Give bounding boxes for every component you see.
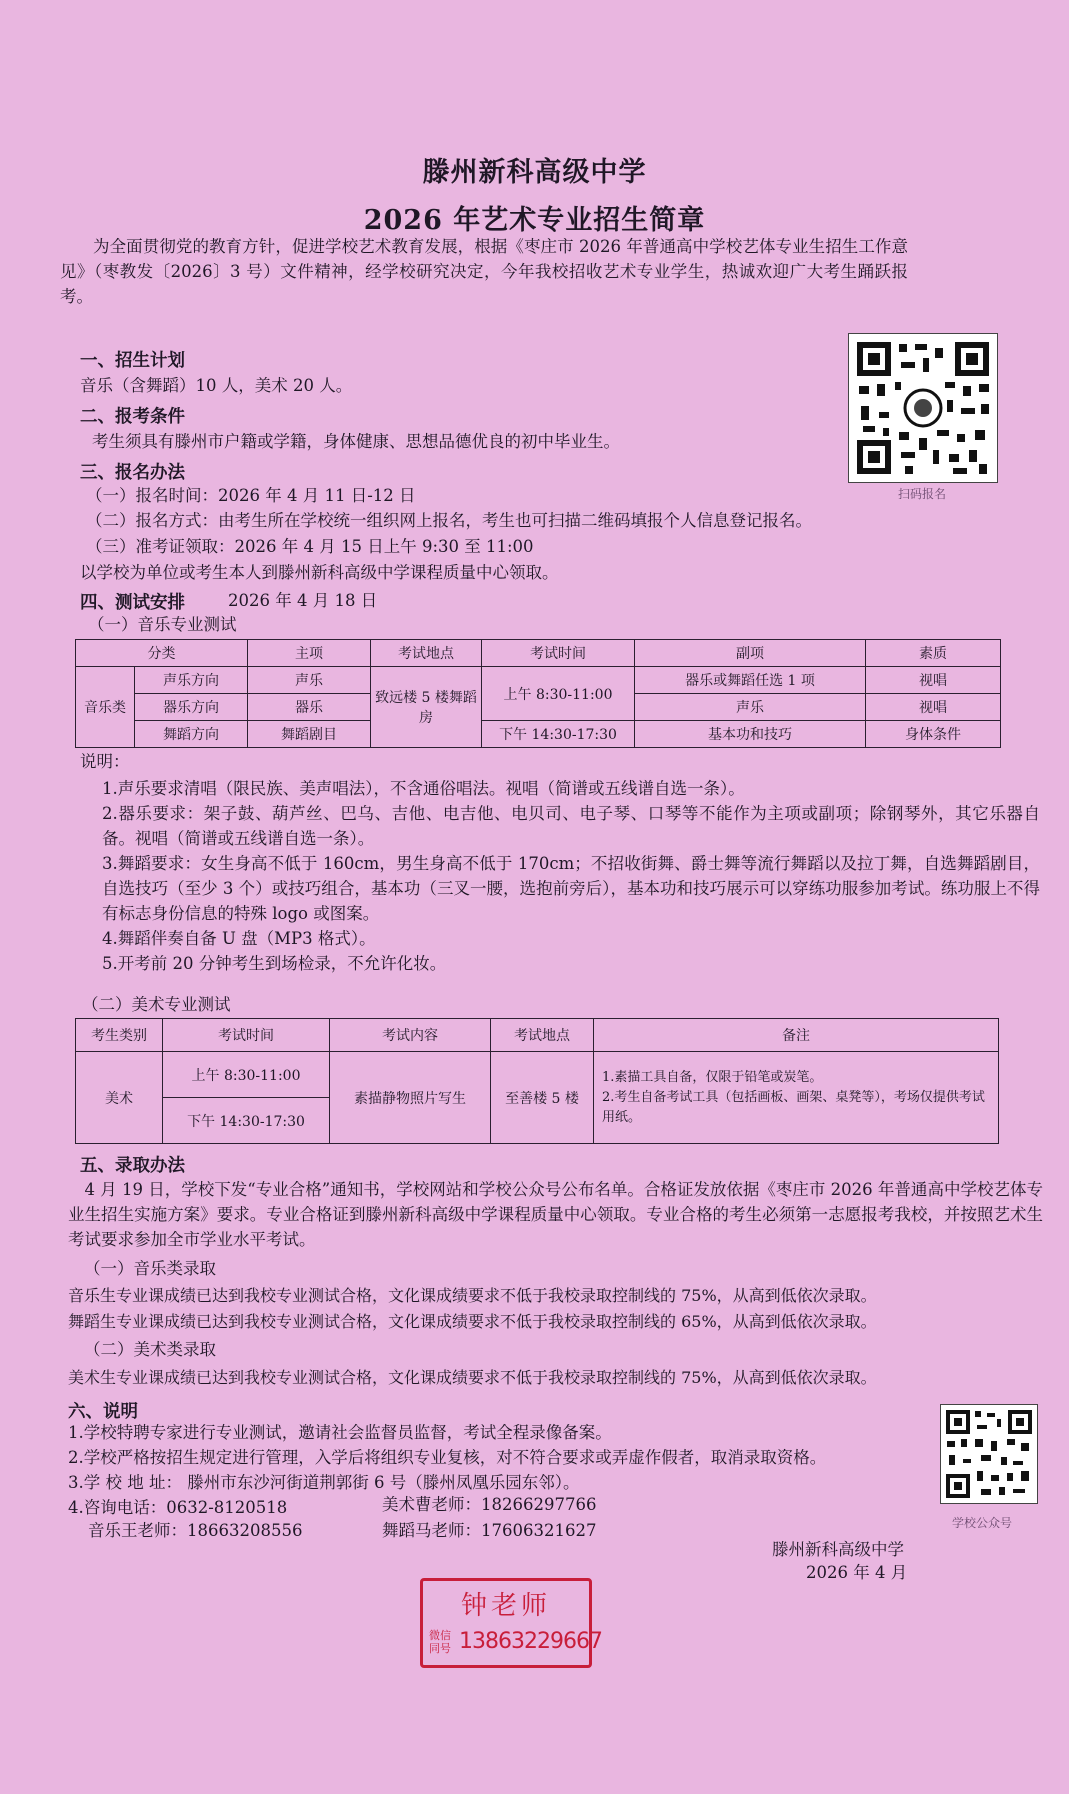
table-cell: 器乐或舞蹈任选 1 项 <box>635 667 866 694</box>
table-cell: 基本功和技巧 <box>635 721 866 748</box>
remark-line: 2.考生自备考试工具（包括画板、画架、桌凳等），考场仅提供考试用纸。 <box>602 1089 985 1125</box>
section-heading: 四、测试安排 <box>80 593 185 613</box>
table-cell: 声乐 <box>635 694 866 721</box>
art-teacher-contact: 美术曹老师：18266297766 <box>382 1495 597 1514</box>
table-cell: 视唱 <box>866 694 1001 721</box>
section-heading: 五、录取办法 <box>80 1156 185 1176</box>
table-cell: 下午 14:30-17:30 <box>482 721 635 748</box>
table-header: 主项 <box>248 640 371 667</box>
table-cell: 致远楼 5 楼舞蹈房 <box>371 667 482 748</box>
art-admission-heading: （二）美术类录取 <box>84 1340 216 1359</box>
table-cell: 上午 8:30-11:00 <box>163 1052 330 1098</box>
table-header: 考试时间 <box>163 1019 330 1052</box>
explanation-line: 2.学校严格按招生规定进行管理，入学后将组织专业复核，对不符合要求或弄虚作假者，取消录取资格。 <box>68 1448 827 1467</box>
stamp-name: 钟老师 <box>460 1591 551 1621</box>
intro-paragraph: 为全面贯彻党的教育方针，促进学校艺术教育发展，根据《枣庄市 2026 年普通高中学校艺体专业生招生工作意见》（枣教发〔2026〕3 号）文件精神，经学校研究决定，今年我校招收艺术专业学生，热诚欢迎广大考生踊跃报考。 <box>60 237 908 306</box>
table-cell: 舞蹈方向 <box>135 721 248 748</box>
dance-admission-text: 舞蹈生专业课成绩已达到我校专业测试合格，文化课成绩要求不低于我校录取控制线的 65%，从高到低依次录取。 <box>68 1312 877 1331</box>
table-header: 备注 <box>594 1019 999 1052</box>
table-cell: 下午 14:30-17:30 <box>163 1098 330 1144</box>
signature-school: 滕州新科高级中学 <box>772 1540 904 1559</box>
table-header: 考试地点 <box>491 1019 594 1052</box>
remark-cell <box>594 1052 999 1144</box>
consult-phone: 4.咨询电话：0632-8120518 <box>68 1498 288 1517</box>
table-cell: 素描静物照片写生 <box>330 1052 491 1144</box>
music-admission-text: 音乐生专业课成绩已达到我校专业测试合格，文化课成绩要求不低于我校录取控制线的 75%，从高到低依次录取。 <box>68 1286 877 1305</box>
school-address: 3.学 校 地 址： 滕州市东沙河街道荆郭街 6 号（滕州凤凰乐园东邻）。 <box>68 1473 580 1492</box>
table-header: 考试地点 <box>371 640 482 667</box>
document-title: 2026 年艺术专业招生简章 <box>363 205 706 236</box>
music-group-cell: 音乐类 <box>76 667 135 748</box>
signup-qr-caption: 扫码报名 <box>898 487 947 501</box>
art-test-heading: （二）美术专业测试 <box>82 995 231 1014</box>
table-cell: 声乐方向 <box>135 667 248 694</box>
note-item: 5.开考前 20 分钟考生到场检录，不允许化妆。 <box>102 954 447 973</box>
registration-time: （一）报名时间：2026 年 4 月 11 日-12 日 <box>86 486 416 505</box>
music-teacher-contact: 音乐王老师：18663208556 <box>88 1521 303 1540</box>
table-header: 分类 <box>76 640 248 667</box>
notes-list <box>80 776 1040 976</box>
table-header: 考生类别 <box>76 1019 163 1052</box>
art-admission-text: 美术生专业课成绩已达到我校专业测试合格，文化课成绩要求不低于我校录取控制线的 75%，从高到低依次录取。 <box>68 1368 877 1387</box>
table-header: 副项 <box>635 640 866 667</box>
table-cell: 身体条件 <box>866 721 1001 748</box>
section-heading: 二、报考条件 <box>80 407 185 427</box>
ticket-collection-place: 以学校为单位或考生本人到滕州新科高级中学课程质量中心领取。 <box>80 563 559 582</box>
section-heading: 三、报名办法 <box>80 463 185 483</box>
note-item: 4.舞蹈伴奏自备 U 盘（MP3 格式）。 <box>102 929 376 948</box>
note-item: 3.舞蹈要求：女生身高不低于 160cm，男生身高不低于 170cm；不招收街舞、爵士舞等流行舞蹈以及拉丁舞，自选舞蹈剧目，自选技巧（至少 3 个）或技巧组合，基本功（三叉一腰，选抱前旁后），基本功和技巧展示可以穿练功服参加考试。练功服上不得有标志身份信息的特殊 logo 或图案。 <box>102 854 1040 923</box>
signature-date: 2026 年 4 月 <box>806 1563 908 1582</box>
music-test-table <box>75 639 1001 748</box>
table-header: 素质 <box>866 640 1001 667</box>
test-date: 2026 年 4 月 18 日 <box>228 591 378 610</box>
note-item: 1.声乐要求清唱（限民族、美声唱法），不含通俗唱法。视唱（简谱或五线谱自选一条）。 <box>102 779 745 798</box>
official-account-caption: 学校公众号 <box>952 1516 1013 1530</box>
ticket-collection: （三）准考证领取：2026 年 4 月 15 日上午 9:30 至 11:00 <box>86 537 534 556</box>
stamp-label: 微信同号 <box>429 1629 451 1655</box>
section-heading: 六、说明 <box>68 1402 138 1422</box>
section-heading: 一、招生计划 <box>80 351 185 371</box>
table-cell: 美术 <box>76 1052 163 1144</box>
signup-qr-code[interactable] <box>848 333 998 483</box>
explanation-line: 1.学校特聘专家进行专业测试，邀请社会监督员监督，考试全程录像备案。 <box>68 1423 612 1442</box>
dance-teacher-contact: 舞蹈马老师：17606321627 <box>382 1521 597 1540</box>
table-cell: 视唱 <box>866 667 1001 694</box>
registration-method: （二）报名方式：由考生所在学校统一组织网上报名，考生也可扫描二维码填报个人信息登记报名。 <box>86 511 812 530</box>
table-cell: 上午 8:30-11:00 <box>482 667 635 721</box>
table-header: 考试时间 <box>482 640 635 667</box>
eligibility-text: 考生须具有滕州市户籍或学籍，身体健康、思想品德优良的初中毕业生。 <box>92 432 620 451</box>
table-header: 考试内容 <box>330 1019 491 1052</box>
table-cell: 声乐 <box>248 667 371 694</box>
school-title: 滕州新科高级中学 <box>422 157 647 188</box>
qr-code-icon <box>849 334 997 482</box>
table-cell: 器乐方向 <box>135 694 248 721</box>
table-cell: 器乐 <box>248 694 371 721</box>
art-test-table <box>75 1018 999 1144</box>
table-cell: 舞蹈剧目 <box>248 721 371 748</box>
table-cell: 至善楼 5 楼 <box>491 1052 594 1144</box>
remark-line: 1.素描工具自备，仅限于铅笔或炭笔。 <box>602 1069 823 1085</box>
notes-label: 说明： <box>80 752 130 771</box>
music-test-heading: （一）音乐专业测试 <box>88 615 237 634</box>
qr-code-icon <box>941 1405 1037 1503</box>
stamp-phone: 13863229667 <box>459 1629 602 1654</box>
teacher-stamp <box>420 1578 602 1668</box>
note-item: 2.器乐要求：架子鼓、葫芦丝、巴乌、吉他、电吉他、电贝司、电子琴、口琴等不能作为主项或副项；除钢琴外，其它乐器自备。视唱（简谱或五线谱自选一条）。 <box>102 804 1040 848</box>
admission-paragraph: 4 月 19 日，学校下发“专业合格”通知书，学校网站和学校公众号公布名单。合格证发放依据《枣庄市 2026 年普通高中学校艺体专业生招生实施方案》要求。专业合格证到滕州新科高级中学课程质量中心领取。专业合格的考生必须第一志愿报考我校，并按照艺术生考试要求参加全市学业水平考试。 <box>68 1180 1043 1249</box>
enrollment-plan-text: 音乐（含舞蹈）10 人，美术 20 人。 <box>80 376 353 395</box>
music-admission-heading: （一）音乐类录取 <box>84 1259 216 1278</box>
official-account-qr-code[interactable] <box>940 1404 1038 1504</box>
